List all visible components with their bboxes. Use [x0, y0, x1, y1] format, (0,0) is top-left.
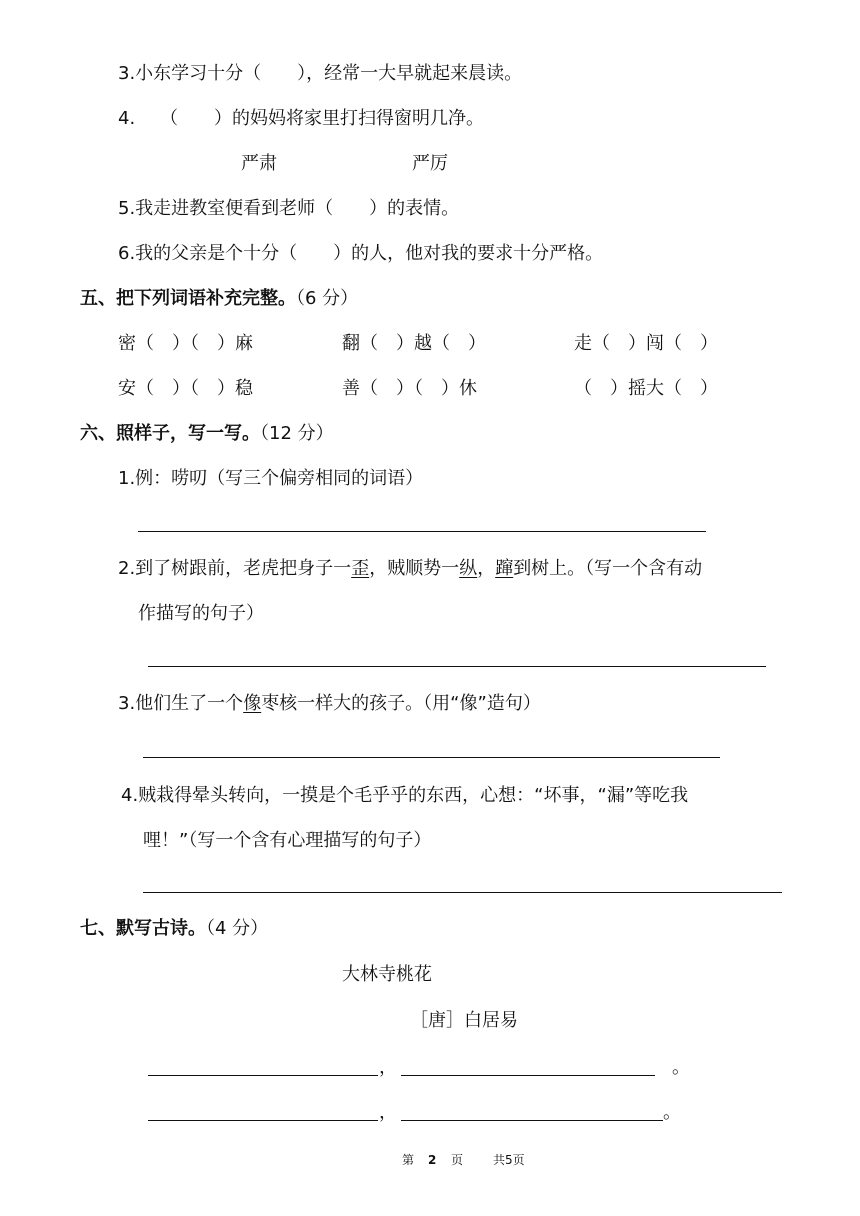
poem-line-2-a[interactable]	[148, 1120, 378, 1121]
poem-comma-2: ，	[379, 1102, 397, 1123]
question-4-4-number: 4.	[118, 108, 136, 129]
question-6-2-line-2: 作描写的句子）	[138, 603, 264, 624]
footer-page-unit: 页	[451, 1153, 464, 1167]
section-6-heading-line	[80, 422, 334, 446]
poem-author: ［唐］白居易	[410, 1010, 518, 1031]
q2-underlined-verb-1: 歪	[351, 558, 370, 579]
poem-period-1: 。	[672, 1057, 690, 1078]
answer-line-6-2[interactable]	[148, 666, 766, 667]
q2-underlined-verb-2: 纵	[459, 558, 478, 579]
section-7-heading: 七、默写古诗。	[80, 918, 206, 939]
q2-text-c: ，	[477, 558, 496, 579]
question-4-5: 5.我走进教室便看到老师（ ）的表情。	[118, 198, 460, 219]
poem-line-2-b[interactable]	[401, 1120, 663, 1121]
footer-page-label: 第	[402, 1153, 415, 1167]
fill-word-2-3: （ ）摇大（ ）	[574, 378, 718, 399]
word-option-a: 严肃	[241, 153, 277, 174]
q2-underlined-verb-3: 蹿	[495, 558, 514, 579]
question-6-4-line-2: 哩！”（写一个含有心理描写的句子）	[143, 830, 432, 851]
poem-period-2: 。	[663, 1102, 681, 1123]
q2-text-a: 2.到了树跟前，老虎把身子一	[118, 558, 352, 579]
section-6-score: （12 分）	[260, 423, 334, 444]
section-7-score: （4 分）	[206, 918, 269, 939]
footer-page-number: 2	[428, 1153, 437, 1167]
answer-line-6-3[interactable]	[143, 757, 720, 758]
fill-word-1-3: 走（ ）闯（ ）	[574, 333, 718, 354]
section-5-heading-line	[80, 287, 358, 311]
footer-total-pages: 共5页	[493, 1153, 525, 1167]
fill-word-2-1: 安（ ）（ ）稳	[118, 378, 253, 399]
poem-comma-1: ，	[379, 1057, 397, 1078]
fill-word-1-1: 密（ ）（ ）麻	[118, 333, 253, 354]
q3-text-a: 3.他们生了一个	[118, 693, 244, 714]
section-5-heading: 五、把下列词语补充完整。	[80, 288, 296, 309]
question-6-1: 1.例：唠叨（写三个偏旁相同的词语）	[118, 468, 424, 489]
section-5-score: （6 分）	[296, 288, 359, 309]
word-option-b: 严厉	[412, 153, 448, 174]
question-6-4-line-1: 4.贼栽得晕头转向，一摸是个毛乎乎的东西，心想：“坏事，“漏”等吃我	[121, 785, 689, 806]
q3-underlined-word: 像	[243, 693, 262, 714]
q2-text-d: 到树上。（写一个含有动	[513, 558, 703, 579]
q2-text-b: ，贼顺势一	[369, 558, 460, 579]
question-6-3	[118, 692, 541, 716]
question-4-6: 6.我的父亲是个十分（ ）的人，他对我的要求十分严格。	[118, 243, 604, 264]
section-7-heading-line	[80, 917, 268, 941]
section-6-heading: 六、照样子，写一写。	[80, 423, 260, 444]
question-6-2-line-1	[118, 557, 702, 581]
answer-line-6-4[interactable]	[143, 892, 782, 893]
poem-line-1-b[interactable]	[401, 1075, 655, 1076]
question-4-4: （ ）的妈妈将家里打扫得窗明几净。	[160, 108, 484, 129]
q3-text-b: 枣核一样大的孩子。（用“像”造句）	[261, 693, 541, 714]
poem-title: 大林寺桃花	[342, 964, 432, 985]
question-4-3: 3.小东学习十分（ ），经常一大早就起来晨读。	[118, 63, 523, 84]
fill-word-2-2: 善（ ）（ ）休	[342, 378, 477, 399]
poem-line-1-a[interactable]	[148, 1075, 378, 1076]
answer-line-6-1[interactable]	[138, 531, 706, 532]
fill-word-1-2: 翻（ ）越（ ）	[342, 333, 486, 354]
